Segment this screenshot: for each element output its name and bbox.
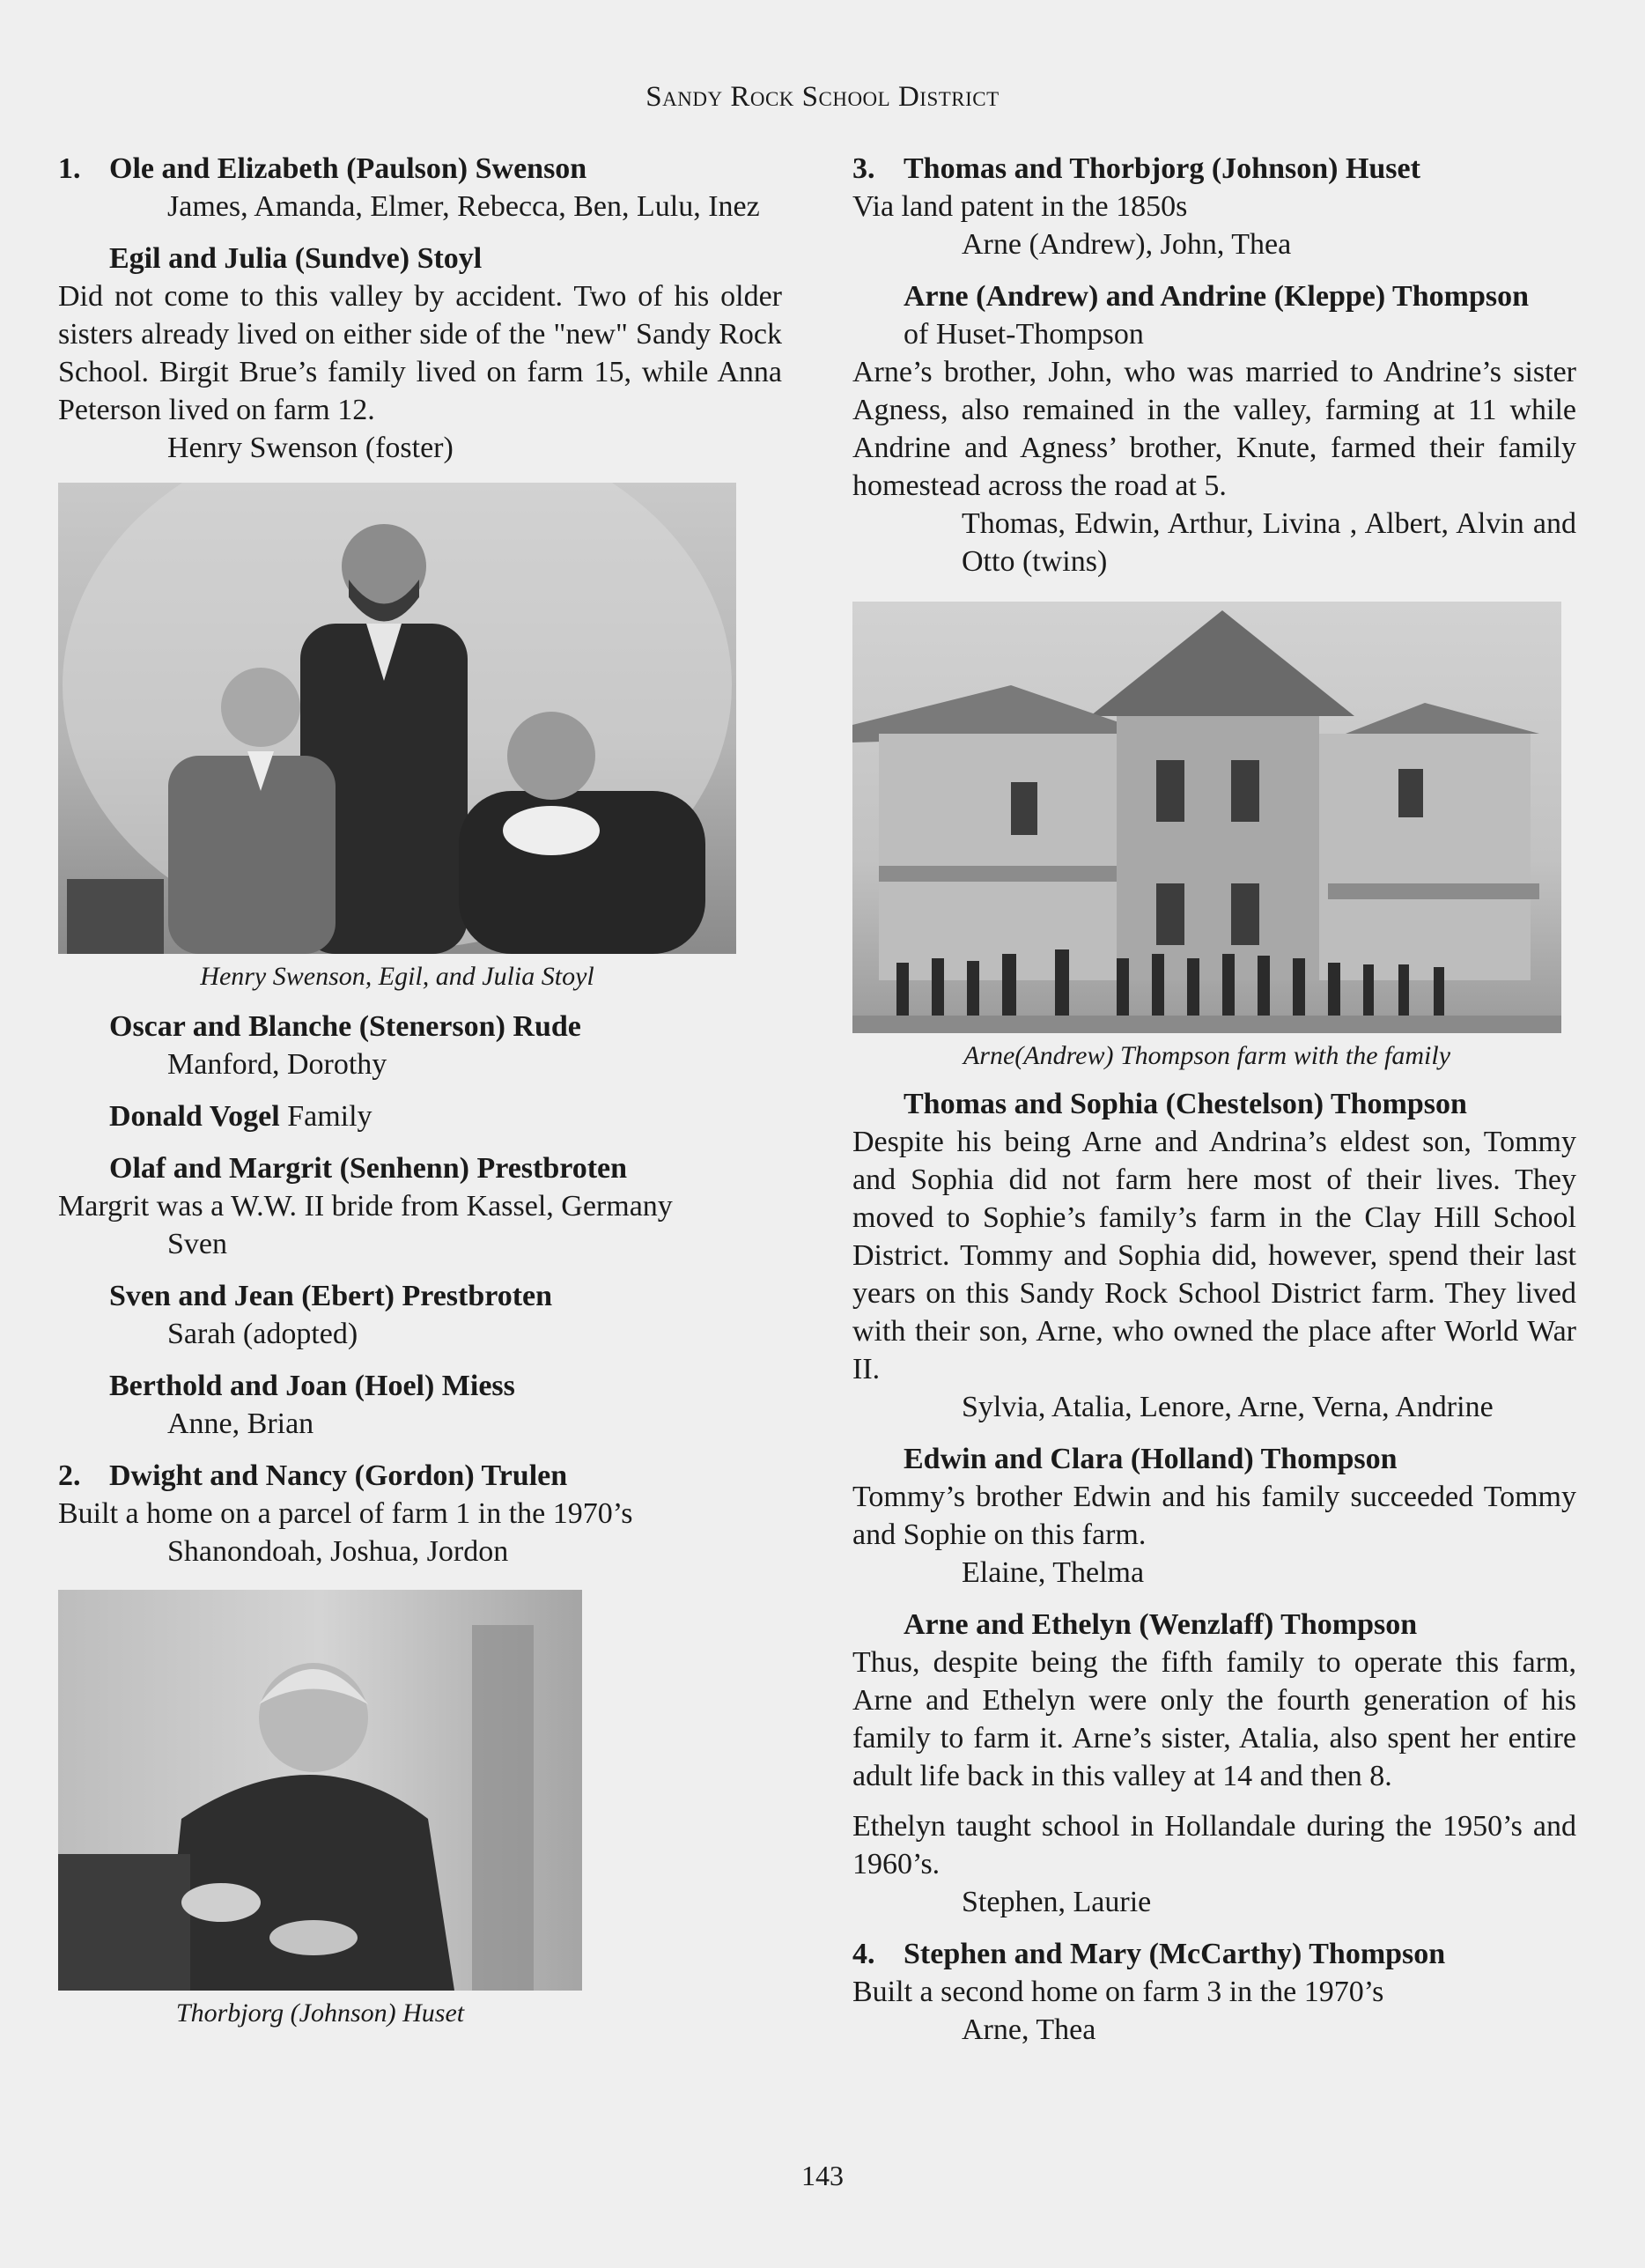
farmhouse-photo: [852, 602, 1561, 1033]
children-list: Sven: [167, 1228, 227, 1260]
entry-edwin-clara: [852, 1440, 1576, 1592]
family-subheading: of Huset-Thompson: [904, 318, 1144, 351]
family-heading: Arne (Andrew) and Andrine (Kleppe) Thompson: [904, 280, 1530, 313]
family-heading: Edwin and Clara (Holland) Thompson: [904, 1443, 1398, 1475]
children-list: James, Amanda, Elmer, Rebecca, Ben, Lulu, Inez: [167, 190, 760, 223]
portrait-illustration: [58, 483, 736, 954]
entry-prestbroten-olaf: [58, 1149, 782, 1263]
page-title: Sandy Rock School District: [645, 81, 1000, 113]
entry-arne-andrine: [852, 277, 1576, 580]
family-description: Despite his being Arne and Andrina’s eldest son, Tommy and Sophia did not farm here most of their lives. They moved to Sophie’s family’s farm in the Clay Hill School District. Tommy and Sophia did, however, spend their last years on this Sandy Rock School District farm. They lived with their son, Arne, who owned the place after World War II.: [852, 1126, 1576, 1385]
photo-stoyl-family: [58, 483, 782, 995]
family-description: Arne’s brother, John, who was married to Andrine’s sister Agness, also remained in the valley, farming at 11 while Andrine and Agness’ brother, Knute, farmed their family homestead across the road at 5.: [852, 356, 1576, 502]
children-list: Sarah (adopted): [167, 1318, 358, 1350]
entry-miess: [58, 1367, 782, 1443]
children-list: Sylvia, Atalia, Lenore, Arne, Verna, Andrine: [962, 1391, 1494, 1423]
family-description: Via land patent in the 1850s: [852, 190, 1188, 223]
children-list: Shanondoah, Joshua, Jordon: [167, 1535, 509, 1568]
family-description-extra: Ethelyn taught school in Hollandale during the 1950’s and 1960’s.: [852, 1810, 1576, 1880]
photo-thorbjorg: [58, 1590, 782, 2032]
entry-arne-ethelyn: [852, 1606, 1576, 1921]
family-heading: Thomas and Thorbjorg (Johnson) Huset: [904, 152, 1420, 185]
family-heading: Sven and Jean (Ebert) Prestbroten: [109, 1280, 553, 1312]
entry-number: 2.: [58, 1459, 81, 1492]
left-column: [58, 150, 782, 2032]
family-heading: Stephen and Mary (McCarthy) Thompson: [904, 1938, 1446, 1970]
farmhouse-illustration: [852, 602, 1561, 1033]
photo-caption: Thorbjorg (Johnson) Huset: [175, 1998, 465, 2028]
family-heading: Oscar and Blanche (Stenerson) Rude: [109, 1010, 581, 1043]
entry-number: 3.: [852, 152, 875, 185]
right-column: [852, 150, 1576, 2063]
children-list: Manford, Dorothy: [167, 1048, 387, 1081]
family-description: Tommy’s brother Edwin and his family succeeded Tommy and Sophie on this farm.: [852, 1481, 1576, 1551]
entry-prestbroten-sven: [58, 1277, 782, 1353]
entry-number: 1.: [58, 152, 81, 185]
family-heading: Thomas and Sophia (Chestelson) Thompson: [904, 1088, 1467, 1120]
entry-number: 4.: [852, 1938, 875, 1970]
family-heading: Olaf and Margrit (Senhenn) Prestbroten: [109, 1152, 628, 1185]
children-list: Arne (Andrew), John, Thea: [962, 228, 1292, 261]
entry-trulen: [58, 1457, 782, 1570]
family-heading: Arne and Ethelyn (Wenzlaff) Thompson: [904, 1608, 1418, 1641]
family-description: Did not come to this valley by accident. Two of his older sisters already lived on either side of the "new" Sandy Rock School. Birgit Brue’s family lived on farm 15, while Anna Peterson lived on farm 12.: [58, 280, 782, 426]
children-list: Henry Swenson (foster): [167, 432, 454, 464]
photo-caption: Arne(Andrew) Thompson farm with the family: [963, 1041, 1451, 1070]
entry-stoyl: [58, 240, 782, 467]
photo-thompson-farm: [852, 602, 1576, 1075]
family-heading: Ole and Elizabeth (Paulson) Swenson: [109, 152, 587, 185]
children-list: Elaine, Thelma: [962, 1556, 1145, 1589]
children-list: Stephen, Laurie: [962, 1886, 1152, 1918]
entry-stephen-mary: [852, 1935, 1576, 2049]
family-suffix: Family: [279, 1100, 373, 1133]
entry-swenson: [58, 150, 782, 225]
entry-thomas-sophia: [852, 1085, 1576, 1426]
entry-vogel: [58, 1097, 782, 1135]
children-list: Anne, Brian: [167, 1407, 314, 1440]
photo-caption: Henry Swenson, Egil, and Julia Stoyl: [200, 962, 594, 991]
portrait-photo: [58, 483, 736, 954]
children-list: Arne, Thea: [962, 2013, 1096, 2046]
family-description: Margrit was a W.W. II bride from Kassel, Germany: [58, 1190, 673, 1223]
portrait-illustration: [58, 1590, 582, 1991]
family-description: Thus, despite being the fifth family to operate this farm, Arne and Ethelyn were only the fourth generation of his family to farm it. Arne’s sister, Atalia, also spent her entire adult life back in this valley at 14 and then 8.: [852, 1646, 1576, 1792]
family-description: Built a second home on farm 3 in the 1970’s: [852, 1976, 1384, 2008]
family-heading: Berthold and Joan (Hoel) Miess: [109, 1370, 515, 1402]
page-number: 143: [801, 2160, 844, 2191]
family-description: Built a home on a parcel of farm 1 in the 1970’s: [58, 1497, 633, 1530]
family-heading: Dwight and Nancy (Gordon) Trulen: [109, 1459, 568, 1492]
family-heading: Donald Vogel: [109, 1100, 280, 1133]
family-heading: Egil and Julia (Sundve) Stoyl: [109, 242, 483, 275]
children-list: Thomas, Edwin, Arthur, Livina , Albert, Alvin and Otto (twins): [962, 507, 1576, 578]
entry-huset: [852, 150, 1576, 263]
entry-rude: [58, 1008, 782, 1083]
portrait-photo: [58, 1590, 582, 1991]
